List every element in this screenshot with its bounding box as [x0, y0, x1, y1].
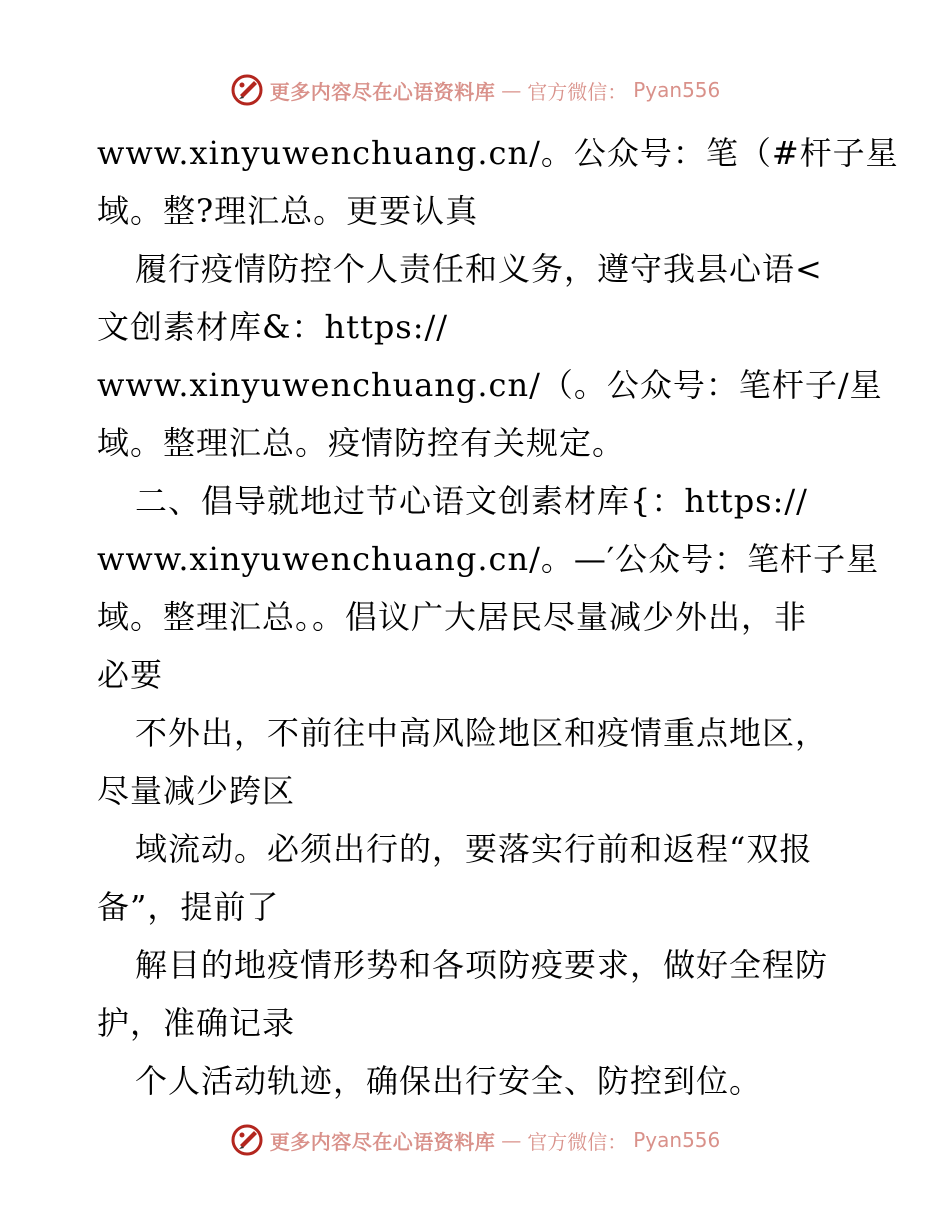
body-line: 域。整理汇总。。倡议广大居民尽量减少外出，非: [97, 598, 808, 636]
body-line: 履行疫情防控个人责任和义务，遵守我县心语<: [135, 250, 823, 288]
banner-wechat-account: Pyan556: [633, 1128, 721, 1152]
body-line: 文创素材库&：https://: [97, 308, 449, 346]
body-line: 域。整?理汇总。更要认真: [97, 192, 479, 230]
banner-wechat-label: 官方微信：: [527, 1129, 628, 1154]
body-text: [97, 124, 899, 1110]
body-line: 尽量减少跨区: [97, 772, 296, 810]
body-line: www.xinyuwenchuang.cn/（。公众号：笔杆子/星: [97, 366, 883, 404]
banner-wechat-label: 官方微信：: [527, 79, 628, 104]
banner-wechat-account: Pyan556: [633, 78, 721, 102]
body-line: 域流动。必须出行的，要落实行前和返程“双报: [135, 830, 813, 868]
xinyu-logo-icon: [230, 1123, 264, 1157]
body-line: 备”，提前了: [97, 888, 280, 926]
header-banner: [0, 70, 950, 110]
banner-separator: —: [501, 78, 522, 102]
body-line: 护，准确记录: [97, 1004, 296, 1042]
body-line: 域。整理汇总。疫情防控有关规定。: [97, 424, 626, 462]
body-line: www.xinyuwenchuang.cn/。—′公众号：笔杆子星: [97, 540, 880, 578]
body-line: www.xinyuwenchuang.cn/。公众号：笔（#杆子星: [97, 134, 899, 172]
body-line: 必要: [97, 656, 164, 694]
xinyu-logo-icon: [230, 73, 264, 107]
banner-promo-text: 更多内容尽在心语资料库: [269, 79, 496, 104]
body-line: 解目的地疫情形势和各项防疫要求，做好全程防: [135, 946, 829, 984]
footer-banner: [0, 1120, 950, 1160]
banner-separator: —: [501, 1128, 522, 1152]
body-line: 个人活动轨迹，确保出行安全、防控到位。: [135, 1062, 763, 1100]
banner-promo-text: 更多内容尽在心语资料库: [269, 1129, 496, 1154]
body-line: 二、倡导就地过节心语文创素材库{：https://: [135, 482, 808, 520]
body-line: 不外出，不前往中高风险地区和疫情重点地区，: [135, 714, 829, 752]
